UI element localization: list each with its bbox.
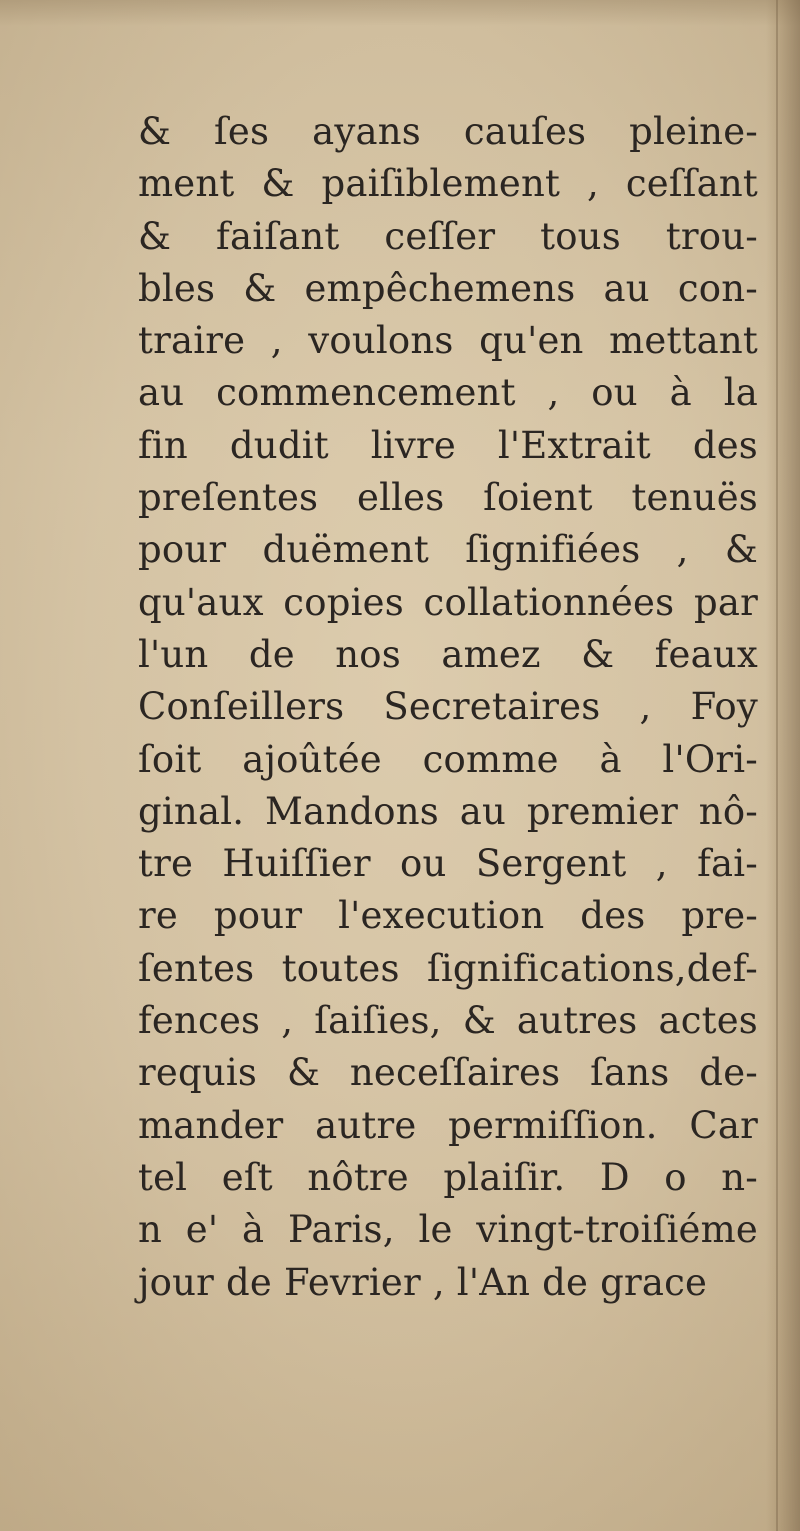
text-line: ſentes toutes ſignifications,def- bbox=[138, 946, 758, 990]
binding-edge bbox=[776, 0, 778, 1531]
text-line: fin dudit livre l'Extrait des bbox=[138, 423, 758, 467]
text-line: requis & neceſſaires ſans de- bbox=[138, 1051, 758, 1095]
text-line: l'un de nos amez & feaux bbox=[138, 632, 758, 676]
text-line: traire , voulons qu'en mettant bbox=[138, 319, 758, 363]
text-line: Conſeillers Secretaires , Foy bbox=[138, 685, 758, 729]
page-gutter-shadow bbox=[766, 0, 800, 1531]
text-line: au commencement , ou à la bbox=[138, 371, 758, 415]
text-line: qu'aux copies collationnées par bbox=[138, 580, 758, 624]
text-line: pour duëment ſignifiées , & bbox=[138, 528, 758, 572]
text-line: ſoit ajoûtée comme à l'Ori- bbox=[138, 737, 758, 781]
page-text-block bbox=[138, 106, 758, 1309]
text-line: & ſes ayans cauſes pleine- bbox=[138, 110, 758, 153]
text-line: ginal. Mandons au premier nô- bbox=[138, 789, 758, 833]
text-line: re pour l'execution des pre- bbox=[138, 894, 758, 938]
text-line: jour de Fevrier , l'An de grace bbox=[138, 1260, 708, 1304]
text-line: n e' à Paris, le vingt-troiſiéme bbox=[138, 1208, 758, 1252]
text-line: mander autre permiſſion. Car bbox=[138, 1103, 758, 1147]
text-line: preſentes elles ſoient tenuës bbox=[138, 476, 758, 520]
text-line: ment & paiſiblement , ceſſant bbox=[138, 162, 758, 206]
page-top-shadow bbox=[0, 0, 800, 26]
text-line: tel eſt nôtre plaiſir. D o n- bbox=[138, 1155, 758, 1199]
text-line: tre Huiſſier ou Sergent , fai- bbox=[138, 842, 758, 886]
text-line: & faiſant ceſſer tous trou- bbox=[138, 214, 758, 258]
text-line: bles & empêchemens au con- bbox=[138, 266, 758, 310]
text-line: fences , ſaiſies, & autres actes bbox=[138, 999, 758, 1043]
